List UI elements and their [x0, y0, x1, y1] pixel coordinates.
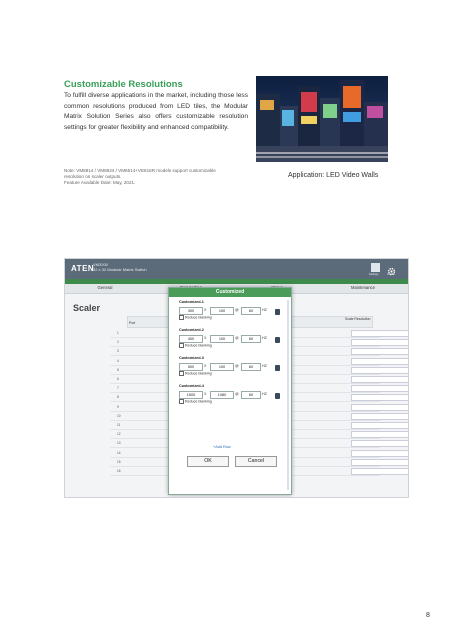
row-number: 4 — [117, 358, 119, 363]
row-number: 14 — [117, 450, 121, 455]
height-input[interactable]: 100 — [210, 307, 234, 315]
reduce-blanking-checkbox[interactable] — [179, 399, 212, 404]
ok-button[interactable]: OK — [187, 456, 229, 467]
refresh-rate-input[interactable]: 60 — [241, 391, 261, 399]
row-number: 15 — [117, 459, 121, 464]
reduce-blanking-checkbox[interactable] — [179, 315, 212, 320]
refresh-rate-input[interactable]: 60 — [241, 363, 261, 371]
reduce-blanking-label: Reduce blanking — [185, 315, 212, 320]
checkbox-icon[interactable] — [179, 315, 184, 320]
add-row-link[interactable]: +Add Row — [213, 445, 231, 449]
row-number: 1 — [117, 331, 119, 335]
at-symbol: @ — [235, 336, 239, 340]
x-symbol: X — [204, 364, 207, 368]
row-number: 9 — [117, 404, 119, 409]
x-symbol: X — [204, 392, 207, 396]
scale-resolution-select[interactable] — [351, 367, 409, 374]
height-input[interactable]: 100 — [210, 363, 234, 371]
scale-resolution-select[interactable] — [351, 330, 409, 337]
dialog-scrollbar[interactable] — [287, 300, 289, 490]
height-input[interactable]: 1080 — [210, 391, 234, 399]
x-symbol: X — [204, 336, 207, 340]
reduce-blanking-checkbox[interactable] — [179, 371, 212, 376]
row-number: 16 — [117, 469, 121, 473]
row-number: 11 — [117, 423, 121, 427]
hz-unit: HZ — [262, 336, 267, 340]
row-number: 6 — [117, 377, 119, 381]
at-symbol: @ — [235, 392, 239, 396]
settings-label: Settings — [369, 273, 379, 276]
width-input[interactable]: 500 — [179, 363, 203, 371]
tab-general[interactable]: General — [97, 285, 113, 290]
reduce-blanking-checkbox[interactable] — [179, 343, 212, 348]
row-number: 8 — [117, 395, 119, 400]
web-ui-screenshot — [64, 258, 409, 498]
height-input[interactable]: 100 — [210, 335, 234, 343]
scale-resolution-select[interactable] — [351, 440, 409, 447]
scale-resolution-select[interactable] — [351, 468, 409, 475]
row-number: 2 — [117, 340, 119, 345]
scale-resolution-select[interactable] — [351, 459, 409, 466]
tab-maintenance[interactable]: Maintenance — [351, 285, 375, 290]
delete-icon[interactable] — [275, 393, 280, 399]
scale-resolution-select[interactable] — [351, 404, 409, 411]
product-info — [93, 262, 147, 272]
customized-dialog — [168, 287, 292, 495]
aten-logo: ATEN — [71, 264, 95, 273]
section-heading: Customizable Resolutions — [64, 79, 183, 90]
row-number: 7 — [117, 386, 119, 391]
x-symbol: X — [204, 308, 207, 312]
reduce-blanking-label: Reduce blanking — [185, 343, 212, 348]
note-line-1: Note: VM8814 / VM8824 / VM8514+VE816R models support customizable — [64, 168, 216, 173]
delete-icon[interactable] — [275, 365, 280, 371]
note-line-3: Feature Available Date: May, 2021. — [64, 180, 136, 186]
column-port: Port — [129, 321, 136, 325]
scale-resolution-select[interactable] — [351, 422, 409, 429]
reduce-blanking-label: Reduce blanking — [185, 399, 212, 404]
hz-unit: HZ — [262, 308, 267, 312]
reduce-blanking-label: Reduce blanking — [185, 371, 212, 376]
product-name: 32 x 32 Modular Matrix Switch — [93, 267, 147, 272]
row-number: 12 — [117, 432, 121, 437]
checkbox-icon[interactable] — [179, 399, 184, 404]
top-bar — [65, 259, 408, 279]
body-paragraph: To fulfill diverse applications in the market, including those less common resolutions produced from LED tiles, the Modular Matrix Solution Series also offers customizable resolution settings for greater flexibility and enhanced compatibility. — [64, 92, 248, 131]
refresh-rate-input[interactable]: 60 — [241, 307, 261, 315]
column-scale-resolution: Scale Resolution — [345, 317, 371, 321]
scale-resolution-select[interactable] — [351, 413, 409, 420]
dialog-title: Customized — [169, 288, 291, 297]
settings-icon[interactable] — [371, 263, 380, 272]
width-input[interactable]: 300 — [179, 307, 203, 315]
at-symbol: @ — [235, 308, 239, 312]
dialog-cancel-button[interactable]: Cancel — [235, 456, 277, 467]
checkbox-icon[interactable] — [179, 371, 184, 376]
row-number: 13 — [117, 441, 121, 446]
note — [64, 168, 254, 187]
led-video-wall-photo — [256, 76, 388, 162]
row-number: 3 — [117, 349, 119, 354]
refresh-rate-input[interactable]: 60 — [241, 335, 261, 343]
scale-resolution-select[interactable] — [351, 339, 409, 346]
scale-resolution-select[interactable] — [351, 450, 409, 457]
customized-label: Customized-4 — [179, 384, 204, 388]
at-symbol: @ — [235, 364, 239, 368]
hz-unit: HZ — [262, 392, 267, 396]
customized-label: Customized-1 — [179, 300, 204, 304]
width-input[interactable]: 1500 — [179, 391, 203, 399]
row-number: 5 — [117, 367, 119, 372]
scale-resolution-select[interactable] — [351, 385, 409, 392]
hz-unit: HZ — [262, 364, 267, 368]
scale-resolution-select[interactable] — [351, 431, 409, 438]
row-number: 10 — [117, 413, 121, 418]
delete-icon[interactable] — [275, 337, 280, 343]
delete-icon[interactable] — [275, 309, 280, 315]
gear-icon[interactable] — [387, 263, 396, 272]
model-name: VM3200 — [93, 262, 108, 267]
page-title: Scaler — [73, 303, 101, 313]
customized-label: Customized-2 — [179, 328, 204, 332]
logout-label: Logout — [387, 273, 395, 276]
customized-label: Customized-3 — [179, 356, 204, 360]
page-number: 8 — [426, 612, 430, 619]
scale-resolution-select[interactable] — [351, 394, 409, 401]
width-input[interactable]: 400 — [179, 335, 203, 343]
scale-resolution-select[interactable] — [351, 348, 409, 355]
checkbox-icon[interactable] — [179, 343, 184, 348]
scale-resolution-select[interactable] — [351, 358, 409, 365]
photo-caption: Application: LED Video Walls — [288, 172, 379, 179]
scale-resolution-select[interactable] — [351, 376, 409, 383]
note-line-2: resolution on scaler outputs. — [64, 174, 122, 180]
